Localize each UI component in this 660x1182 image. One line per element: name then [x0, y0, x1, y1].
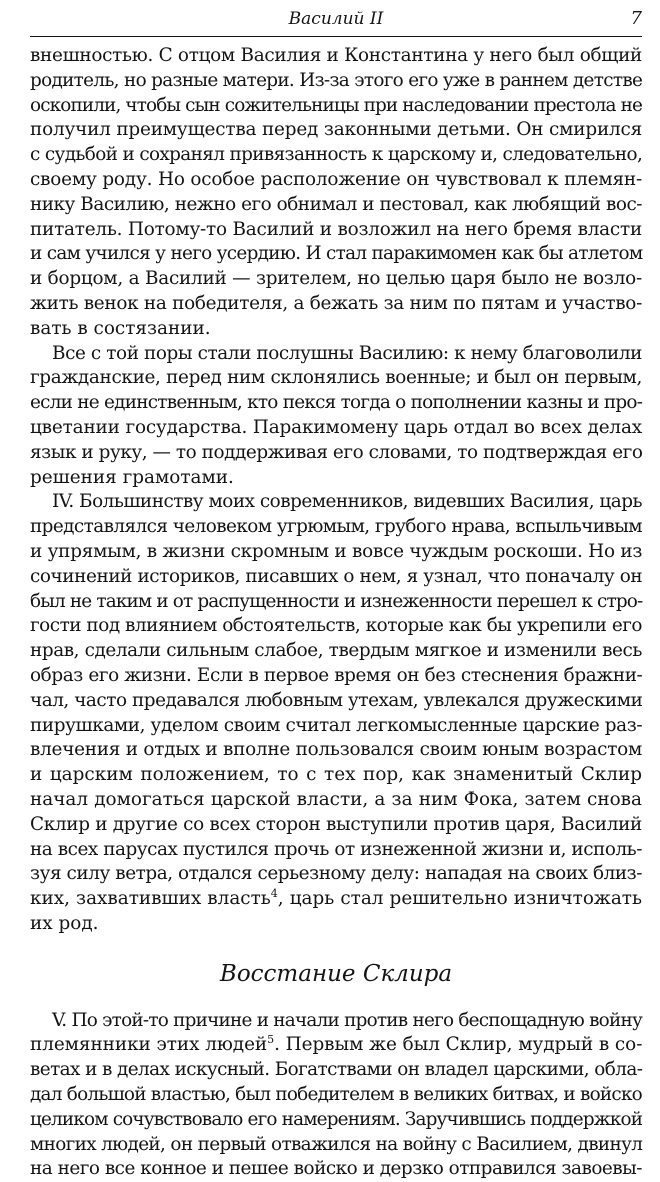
text-line [30, 887, 642, 912]
line-text: ких, захвативших власть [30, 888, 271, 910]
text-line: внешностью. С отцом Василия и Константина у него был общий [30, 45, 642, 66]
text-line: Все с той поры стали послушны Василию: к нему благоволили [52, 342, 643, 364]
text-line: язык и руку, — то поддерживая его словами, то подтверждая его [30, 441, 643, 463]
page-number: 7 [630, 8, 642, 29]
footnote-marker: 5 [267, 1033, 275, 1047]
paragraph-2 [30, 342, 642, 491]
text-line: Склир и другие со всех сторон выступили против царя, Василий [30, 813, 642, 835]
text-line: их род. [30, 912, 99, 934]
line-text: . Первым же был Склир, мудрый в со- [274, 1034, 643, 1056]
text-line: чал, часто предавался любовным утехам, увлекался дружескими [30, 689, 643, 711]
text-line: нику Василию, нежно его обнимал и пестовал, как любящий вос- [30, 193, 642, 215]
text-line: на всех парусах пустился прочь от изнеженной жизни и, исполь- [30, 838, 642, 860]
section-heading: Восстание Склира [219, 960, 453, 987]
text-line: представлялся человеком угрюмым, грубого нрава, вспыльчивым [30, 516, 642, 538]
paragraph-4 [30, 1009, 642, 1182]
line-text: племянники этих людей [30, 1034, 268, 1056]
running-title: Василий II [288, 9, 384, 29]
page-body [30, 44, 642, 1182]
text-line: ветах и в делах искусный. Богатствами он владел царскими, обла- [30, 1059, 643, 1081]
text-line: начал домогаться царской власти, а за ним Фока, затем снова [30, 788, 642, 810]
text-line: влечения и отдых и вполне пользовался своим юным возрастом [30, 739, 643, 761]
text-line: V. По этой-то причине и начали против него беспощадную войну [52, 1009, 642, 1031]
text-line: гражданские, перед ним склонялись военные; и был он первым, [30, 367, 642, 389]
text-line: дал большой властью, был победителем в великих битвах, и войско [30, 1084, 642, 1106]
text-line: был не таким и от распущенности и изнеженности перешел к стро- [30, 590, 643, 612]
text-line: и царским положением, то с тех пор, как знаменитый Склир [30, 764, 642, 786]
footnote-marker: 4 [270, 886, 278, 900]
text-line: с судьбой и сохранял привязанность к царскому и, следовательно, [30, 144, 643, 166]
text-line: IV. Большинству моих современников, видевших Василия, царь [52, 491, 642, 513]
text-line: решения грамотами. [30, 466, 234, 488]
text-line: целиком сочувствовало его намерениям. Заручившись поддержкой [30, 1108, 643, 1130]
paragraph-3 [30, 490, 642, 936]
text-line: нрав, сделали сильным слабое, твердым мягкое и изменили весь [30, 640, 642, 662]
text-line: и сам учился у него усердию. И стал паракимомен как бы атлетом [30, 243, 643, 265]
text-line [30, 1033, 642, 1058]
text-line: питатель. Потому-то Василий и возложил на него бремя власти [30, 218, 642, 240]
line-text: , царь стал решительно изничтожать [277, 888, 642, 910]
page-header [30, 0, 642, 36]
text-line: если не единственным, кто пекся тогда о пополнении казны и про- [30, 392, 643, 414]
text-line: и борцом, а Василий — зрителем, но целью царя было не возло- [30, 268, 642, 290]
text-line: цветании государства. Паракимомену царь отдал во всех делах [30, 416, 642, 438]
text-line: оскопили, чтобы сын сожительницы при наследовании престола не [30, 94, 642, 116]
text-line: своему роду. Но особое расположение он чувствовал к племян- [30, 168, 642, 190]
text-line: жить венок на победителя, а бежать за ним по пятам и участво- [30, 292, 642, 314]
text-line: и упрямым, в жизни скромным и вовсе чуждым роскоши. Но из [30, 540, 643, 562]
paragraph-1 [30, 44, 642, 342]
text-line: гости под влиянием обстоятельств, которые как бы укрепили его [30, 615, 642, 637]
text-line: родитель, но разные матери. Из-за этого его уже в раннем детстве [30, 69, 643, 91]
text-line: зуя силу ветра, отдался серьезному делу: нападая на своих близ- [30, 863, 642, 885]
text-line: пирушками, уделом своим считал легкомысленные царские раз- [30, 714, 643, 736]
text-line: вать в состязании. [30, 317, 211, 339]
text-line: многих людей, он первый отважился на войну с Василием, двинул [30, 1133, 643, 1155]
text-line: сочинений историков, писавших о нем, я узнал, что поначалу он [30, 565, 643, 587]
text-line: получил преимущества перед законными детьми. Он смирился [30, 119, 643, 141]
header-rule [30, 36, 642, 37]
text-line: образ его жизни. Если в первое время он без стеснения бражни- [30, 664, 643, 686]
text-line: на него все конное и пешее войско и дерзко отправился завоевы- [30, 1158, 642, 1180]
